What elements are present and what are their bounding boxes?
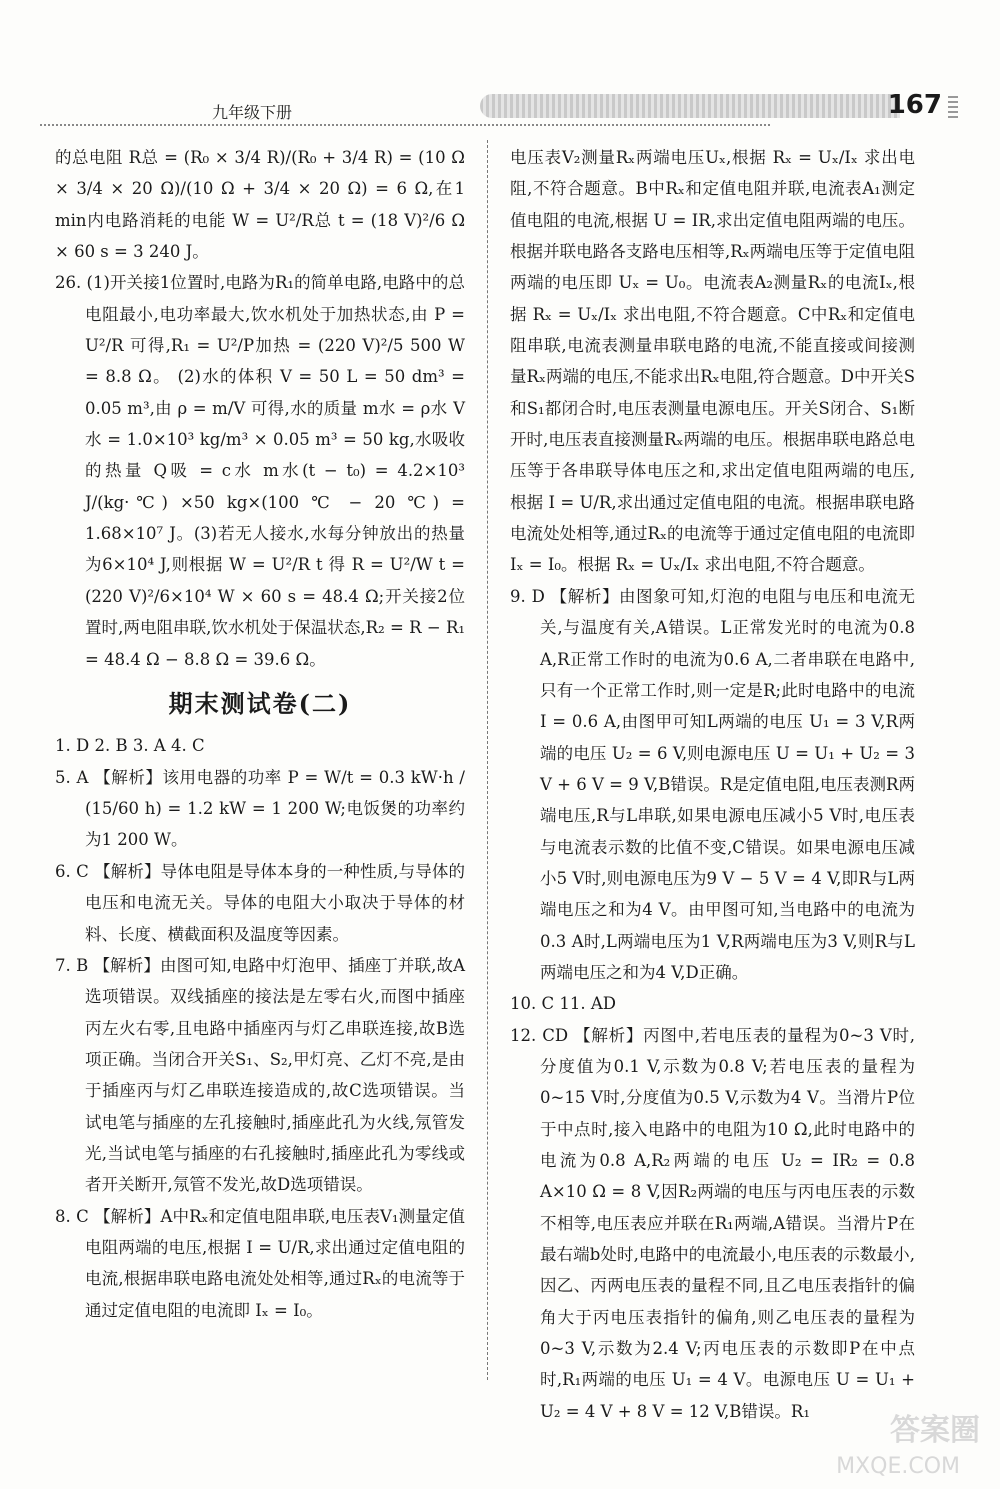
section-title: 期末测试卷(二) <box>168 688 352 718</box>
left-column <box>55 142 465 1326</box>
answer-5: 5. A 【解析】该用电器的功率 P = W/t = 0.3 kW·h / (15/60 h) = 1.2 kW = 1 200 W;电饭煲的功率约为1 200 W。 <box>55 767 465 850</box>
watermark-logo: 答案圈 <box>890 1413 980 1448</box>
watermark-url: MXQE.COM <box>836 1454 960 1479</box>
answer-1-4: 1. D 2. B 3. A 4. C <box>55 736 205 756</box>
answer-26: 26. (1)开关接1位置时,电路为R₁的简单电路,电路中的总电阻最小,电功率最大,饮水机处于加热状态,由 P = U²/R 可得,R₁ = U²/P加热 = (220 V)²/5 500 W = 8.8 Ω。 (2)水的体积 V = 50 L = 50 dm³ = 0.05 m³,由 ρ = m/V 可得,水的质量 m水 = ρ水 V水 = 1.0×10³ kg/m³ × 0.05 m³ = 50 kg,水吸收的热量 Q吸 = c水 m水(t − t₀) = 4.2×10³ J/(kg·℃) ×50 kg×(100 ℃ − 20 ℃) = 1.68×10⁷ J。(3)若无人接水,水每分钟放出的热量为6×10⁴ J,则根据 W = U²/R t 得 R = U²/W t = (220 V)²/6×10⁴ W × 60 s = 48.4 Ω;开关接2位置时,两电阻串联,饮水机处于保温状态,R₂ = R − R₁ = 48.4 Ω − 8.8 Ω = 39.6 Ω。 <box>55 273 465 669</box>
answer-25-continued: 的总电阻 R总 = (R₀ × 3/4 R)/(R₀ + 3/4 R) = (10 Ω × 3/4 × 20 Ω)/(10 Ω + 3/4 × 20 Ω) = 6 Ω,在1 min内电路消耗的电能 W = U²/R总 t = (18 V)²/6 Ω × 60 s = 3 240 J。 <box>55 148 465 262</box>
column-divider <box>487 140 488 1380</box>
header-band <box>480 94 900 118</box>
answer-6: 6. C 【解析】导体电阻是导体本身的一种性质,与导体的电压和电流无关。导体的电阻大小取决于导体的材料、长度、横截面积及温度等因素。 <box>55 861 465 944</box>
header-rule <box>40 124 770 126</box>
page-number: 167 <box>887 90 942 120</box>
header-tick-mark <box>948 94 958 118</box>
answer-7: 7. B 【解析】由图可知,电路中灯泡甲、插座丁并联,故A选项错误。双线插座的接法是左零右火,而图中插座丙左火右零,且电路中插座丙与灯乙串联连接,故B选项正确。当闭合开关S₁、S₂,甲灯亮、乙灯不亮,是由于插座丙与灯乙串联连接造成的,故C选项错误。当试电笔与插座的左孔接触时,插座此孔为火线,氖管发光,当试电笔与插座的右孔接触时,插座此孔为零线或者开关断开,氖管不发光,故D选项错误。 <box>55 955 465 1195</box>
answer-10-11: 10. C 11. AD <box>510 994 616 1014</box>
right-column <box>510 142 915 1427</box>
answer-8-continued: 电压表V₂测量Rₓ两端电压Uₓ,根据 Rₓ = Uₓ/Iₓ 求出电阻,不符合题意。B中Rₓ和定值电阻并联,电流表A₁测定值电阻的电流,根据 U = IR,求出定值电阻两端的电压。根据并联电路各支路电压相等,Rₓ两端电压等于定值电阻两端的电压即 Uₓ = U₀。电流表A₂测量Rₓ的电流Iₓ,根据 Rₓ = Uₓ/Iₓ 求出电阻,不符合题意。C中Rₓ和定值电阻串联,电流表测量串联电路的电流,不能直接或间接测量Rₓ两端的电压,不能求出Rₓ电阻,符合题意。D中开关S和S₁都闭合时,电压表测量电源电压。开关S闭合、S₁断开时,电压表直接测量Rₓ两端的电压。根据串联电路总电压等于各串联导体电压之和,求出定值电阻两端的电压,根据 I = U/R,求出通过定值电阻的电流。根据串联电路电流处处相等,通过Rₓ的电流等于通过定值电阻的电流即 Iₓ = I₀。根据 Rₓ = Uₓ/Iₓ 求出电阻,不符合题意。 <box>510 148 915 575</box>
answer-9: 9. D 【解析】由图象可知,灯泡的电阻与电压和电流无关,与温度有关,A错误。L正常发光时的电流为0.8 A,R正常工作时的电流为0.6 A,二者串联在电路中,只有一个正常工作时,则一定是R;此时电路中的电流 I = 0.6 A,由图甲可知L两端的电压 U₁ = 3 V,R两端的电压 U₂ = 6 V,则电源电压 U = U₁ + U₂ = 3 V + 6 V = 9 V,B错误。R是定值电阻,电压表测R两端电压,R与L串联,如果电源电压减小5 V时,电压表与电流表示数的比值不变,C错误。如果电源电压减小5 V时,则电源电压为9 V − 5 V = 4 V,即R与L两端电压之和为4 V。由甲图可知,当电路中的电流为0.3 A时,L两端电压为1 V,R两端电压为3 V,则R与L两端电压之和为4 V,D正确。 <box>510 586 915 982</box>
page-header <box>40 78 970 128</box>
answer-8: 8. C 【解析】A中Rₓ和定值电阻串联,电压表V₁测量定值电阻两端的电压,根据 I = U/R,求出通过定值电阻的电流,根据串联电路电流处处相等,通过Rₓ的电流等于通过定值电阻的电流即 Iₓ = I₀。 <box>55 1206 465 1320</box>
answer-12: 12. CD 【解析】丙图中,若电压表的量程为0~3 V时,分度值为0.1 V,示数为0.8 V;若电压表的量程为0~15 V时,分度值为0.5 V,示数为4 V。当滑片P位于中点时,接入电路中的电阻为10 Ω,此时电路中的电流为0.8 A,R₂两端的电压 U₂ = IR₂ = 0.8 A×10 Ω = 8 V,因R₂两端的电压与丙电压表的示数不相等,电压表应并联在R₁两端,A错误。当滑片P在最右端b处时,电路中的电流最小,电压表的示数最小,因乙、丙两电压表的量程不同,且乙电压表指针的偏角大于丙电压表指针的偏角,则乙电压表的量程为0~3 V,示数为2.4 V;丙电压表的示数即P在中点时,R₁两端的电压 U₁ = 4 V。电源电压 U = U₁ + U₂ = 4 V + 8 V = 12 V,B错误。R₁ <box>510 1025 915 1421</box>
grade-label: 九年级下册 <box>212 103 293 122</box>
